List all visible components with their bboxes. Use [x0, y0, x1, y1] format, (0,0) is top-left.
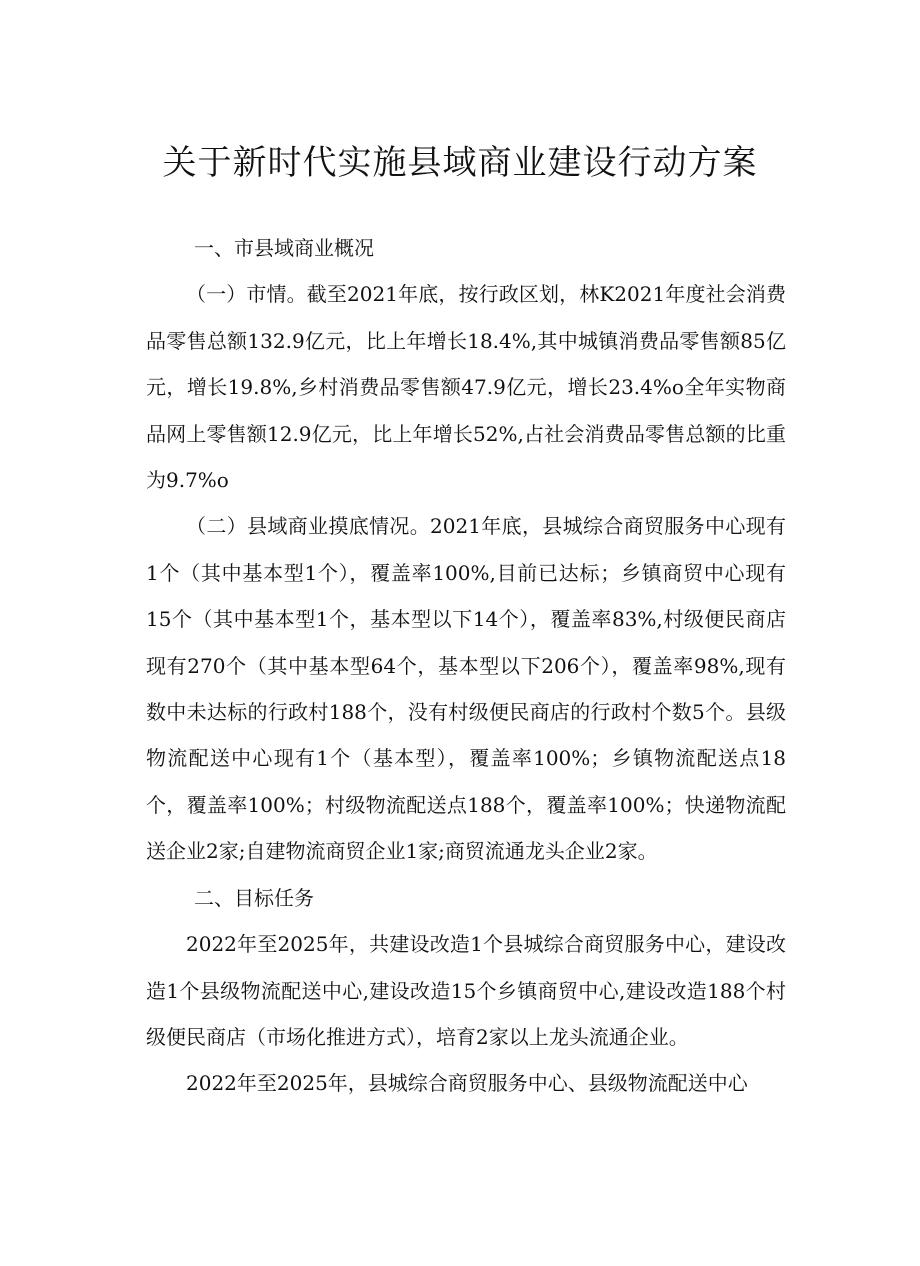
document-body: [146, 225, 786, 1107]
section-heading-targets: 二、目标任务: [194, 885, 314, 910]
paragraph-commerce-survey: （二）县域商业摸底情况。2021年底，县城综合商贸服务中心现有1个（其中基本型1个），覆盖率100%,目前已达标；乡镇商贸中心现有15个（其中基本型1个，基本型以下14个），覆盖率83%,村级便民商店现有270个（其中基本型64个，基本型以下206个），覆盖率98%,现有数中未达标的行政村188个，没有村级便民商店的行政村个数5个。县级物流配送中心现有1个（基本型），覆盖率100%；乡镇物流配送点18个，覆盖率100%；村级物流配送点188个，覆盖率100%；快递物流配送企业2家;自建物流商贸企业1家;商贸流通龙头企业2家。: [146, 514, 786, 864]
document-title: 关于新时代实施县域商业建设行动方案: [162, 142, 758, 183]
section-heading-overview: 一、市县域商业概况: [194, 236, 374, 260]
paragraph-market-situation: （一）市情。截至2021年底，按行政区划，林K2021年度社会消费品零售总额132.9亿元，比上年增长18.4%,其中城镇消费品零售额85亿元，增长19.8%,乡村消费品零售额47.9亿元，增长23.4%o全年实物商品网上零售额12.9亿元，比上年增长52%,占社会消费品零售总额的比重为9.7%o: [146, 282, 786, 493]
paragraph-target-continued: 2022年至2025年，县城综合商贸服务中心、县级物流配送中心: [186, 1071, 748, 1096]
paragraph-target-construction: 2022年至2025年，共建设改造1个县城综合商贸服务中心，建设改造1个县级物流配送中心,建设改造15个乡镇商贸中心,建设改造188个村级便民商店（市场化推进方式），培育2家以上龙头流通企业。: [146, 932, 786, 1049]
